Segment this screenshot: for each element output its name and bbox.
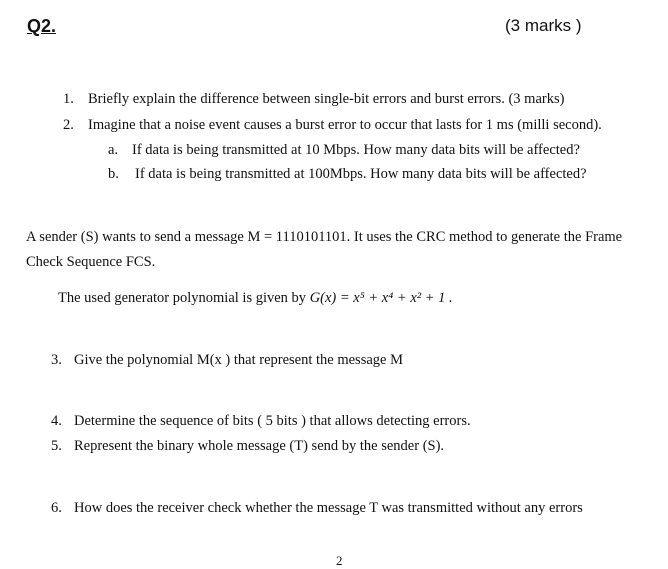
list-number: 2.: [63, 117, 74, 133]
list-item-text: If data is being transmitted at 100Mbps. How many data bits will be affected?: [135, 166, 587, 182]
list-number: 5.: [51, 438, 62, 454]
generator-expression: = x⁵ + x⁴ + x² + 1 .: [339, 290, 453, 306]
list-item-5: [51, 438, 444, 455]
list-item-4: [51, 413, 471, 430]
list-item-text: Represent the binary whole message (T) send by the sender (S).: [74, 438, 445, 454]
list-number: 3.: [51, 352, 62, 368]
list-item-text: If data is being transmitted at 10 Mbps. How many data bits will be affected?: [132, 142, 580, 158]
list-item-text: How does the receiver check whether the message T was transmitted without any errors: [74, 500, 583, 516]
list-item-3: [51, 352, 403, 369]
list-item-2: [63, 117, 602, 134]
list-item-text: Give the polynomial M(x ) that represent the message M: [74, 352, 403, 368]
list-number: a.: [108, 142, 119, 158]
page-number: 2: [336, 553, 343, 568]
crc-paragraph-line-2: Check Sequence FCS.: [26, 254, 156, 270]
list-item-text: Imagine that a noise event causes a burst error to occur that lasts for 1 ms (milli second).: [88, 117, 602, 133]
list-item-1: [63, 91, 564, 108]
marks-label: (3 marks ): [505, 16, 582, 35]
list-number: 6.: [51, 500, 62, 516]
sub-item-b: [108, 166, 587, 183]
generator-prefix: The used generator polynomial is given by: [58, 290, 307, 306]
generator-polynomial-line: [58, 290, 453, 307]
list-number: 1.: [63, 91, 74, 107]
list-item-6: [51, 500, 583, 517]
list-item-text: Briefly explain the difference between single-bit errors and burst errors. (3 marks): [88, 91, 565, 107]
list-number: 4.: [51, 413, 62, 429]
crc-paragraph-line-1: A sender (S) wants to send a message M = 1110101101. It uses the CRC method to generate the Frame: [26, 229, 623, 245]
list-item-text: Determine the sequence of bits ( 5 bits ) that allows detecting errors.: [74, 413, 471, 429]
sub-item-a: [108, 142, 580, 159]
question-label: Q2.: [27, 16, 57, 36]
list-number: b.: [108, 166, 119, 182]
generator-function: G(x): [309, 290, 337, 306]
